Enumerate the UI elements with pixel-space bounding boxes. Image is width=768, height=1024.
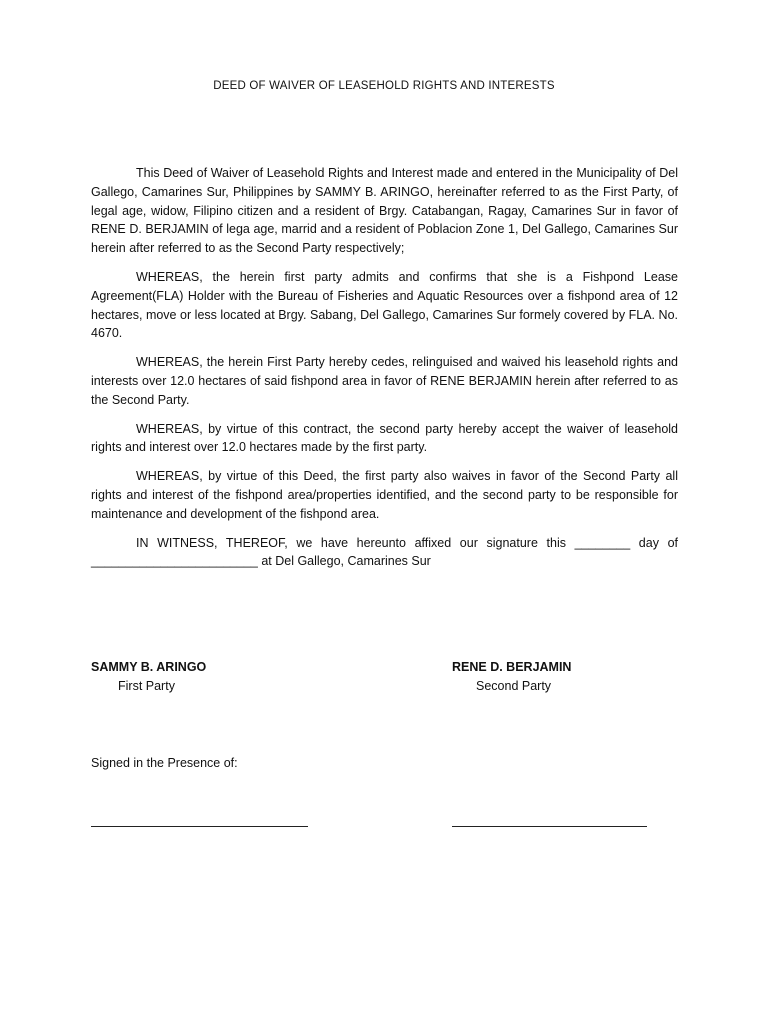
first-party-role: First Party <box>118 679 175 693</box>
whereas-paragraph-2: WHEREAS, the herein First Party hereby cedes, relinguised and waived his leasehold rights and interests over 12.0 hectares of said fishpond area in favor of RENE BERJAMIN herein after referred to as the Second Party. <box>91 355 678 407</box>
document-title: DEED OF WAIVER OF LEASEHOLD RIGHTS AND INTERESTS <box>213 80 555 92</box>
opening-paragraph: This Deed of Waiver of Leasehold Rights and Interest made and entered in the Municipality of Del Gallego, Camarines Sur, Philippines by SAMMY B. ARINGO, hereinafter referred to as the First Party, of legal age, widow, Filipino citizen and a resident of Brgy. Catabangan, Ragay, Camarines Sur in favor of RENE D. BERJAMIN of lega age, marrid and a resident of Poblacion Zone 1, Del Gallego, Camarines Sur herein after referred to as the Second Party respectively; <box>91 166 678 256</box>
document-body <box>91 164 678 581</box>
signed-in-presence-label: Signed in the Presence of: <box>91 756 238 770</box>
whereas-paragraph-3: WHEREAS, by virtue of this contract, the second party hereby accept the waiver of leasehold rights and interest over 12.0 hectares made by the first party. <box>91 421 678 455</box>
witness-signature-line-right <box>452 826 647 827</box>
whereas-paragraph-1: WHEREAS, the herein first party admits and confirms that she is a Fishpond Lease Agreement(FLA) Holder with the Bureau of Fisheries and Aquatic Resources over a fishpond area of 12 hectares, move or less located at Brgy. Sabang, Del Gallego, Camarines Sur formely covered by FLA. No. 4670. <box>91 269 678 341</box>
witness-signature-line-left <box>91 826 308 827</box>
witness-paragraph: IN WITNESS, THEREOF, we have hereunto affixed our signature this ________ day of ________________________ at Del Gallego, Camarines Sur <box>91 535 678 569</box>
first-party-name: SAMMY B. ARINGO <box>91 660 207 674</box>
second-party-role: Second Party <box>476 679 552 693</box>
second-party-name: RENE D. BERJAMIN <box>452 660 572 674</box>
whereas-paragraph-4: WHEREAS, by virtue of this Deed, the first party also waives in favor of the Second Party all rights and interest of the fishpond area/properties identified, and the second party to be responsible for maintenance and development of the fishpond area. <box>91 469 678 521</box>
